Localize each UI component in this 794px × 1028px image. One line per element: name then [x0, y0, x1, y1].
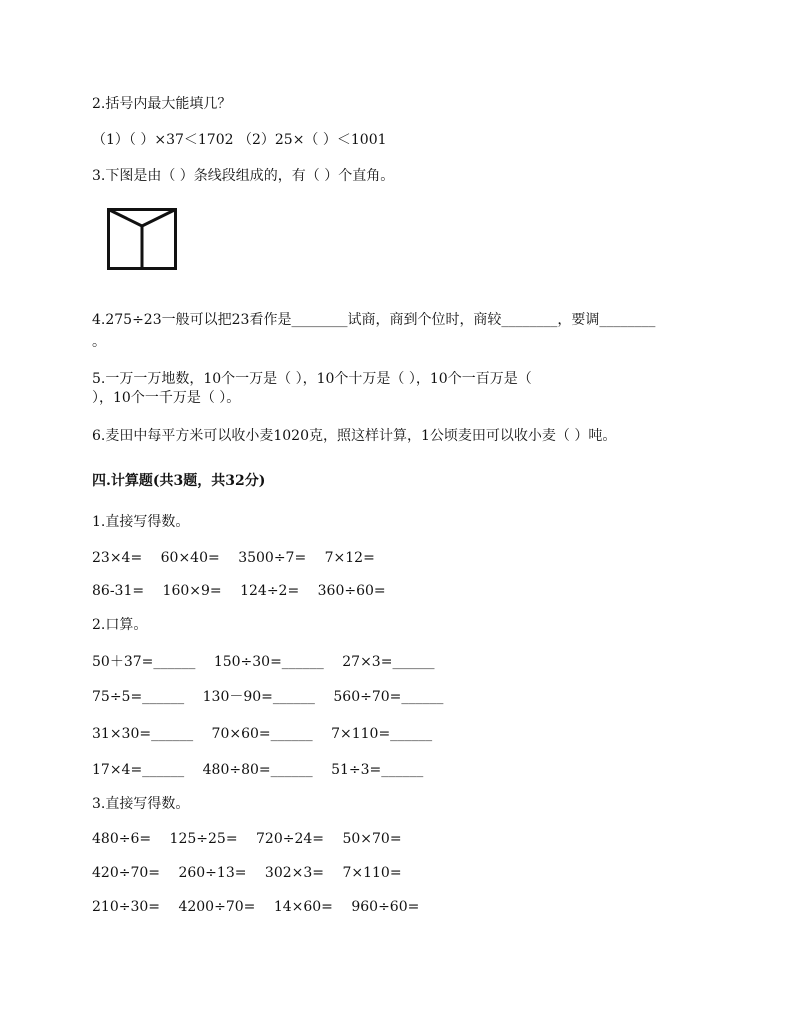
line-segments-figure [107, 208, 177, 270]
section-4-heading: 四.计算题(共3题，共32分) [92, 473, 266, 489]
question-2-title: 2.括号内最大能填几？ [92, 96, 232, 112]
calc-1-row [92, 549, 375, 567]
calc-item: 4200÷70= [178, 899, 256, 915]
calc-item: 31×30=______ [92, 726, 194, 742]
calc-item: 60×40= [160, 550, 220, 566]
calc-item: 560÷70=______ [333, 689, 444, 705]
calc-item: 50＋37=______ [92, 654, 196, 670]
calc-item: 23×4= [92, 550, 143, 566]
calc-3-row [92, 898, 419, 916]
calc-item: 420÷70= [92, 865, 160, 881]
calc-item: 7×110=______ [331, 726, 433, 742]
calc-item: 124÷2= [240, 583, 300, 599]
calc-item: 210÷30= [92, 899, 160, 915]
calc-item: 260÷13= [178, 865, 247, 881]
calc-item: 17×4=______ [92, 762, 185, 778]
calc-item: 150÷30=______ [213, 654, 324, 670]
calc-item: 50×70= [342, 831, 402, 847]
calc-1-row [92, 582, 386, 600]
calc-3-title: 3.直接写得数。 [92, 796, 190, 812]
calc-item: 51÷3=______ [331, 762, 424, 778]
calc-item: 130－90=______ [202, 689, 315, 705]
question-6-text: 6.麦田中每平方米可以收小麦1020克，照这样计算，1公顷麦田可以收小麦（ ）吨。 [92, 428, 617, 444]
question-2-items: （1）（ ）×37＜1702 （2）25×（ ）＜1001 [92, 132, 387, 148]
calc-item: 14×60= [273, 899, 333, 915]
calc-item: 160×9= [162, 583, 222, 599]
question-4-line-2: 。 [92, 334, 106, 350]
calc-item: 75÷5=______ [92, 689, 185, 705]
calc-item: 3500÷7= [238, 550, 307, 566]
calc-item: 302×3= [264, 865, 324, 881]
calc-2-title: 2.口算。 [92, 617, 148, 633]
calc-item: 480÷80=______ [202, 762, 313, 778]
calc-item: 360÷60= [317, 583, 386, 599]
calc-item: 480÷6= [92, 831, 152, 847]
calc-3-row [92, 830, 402, 848]
question-5-line-2: ），10个一千万是（ ）。 [92, 390, 241, 406]
calc-item: 27×3=______ [342, 654, 435, 670]
question-5-line-1: 5.一万一万地数，10个一万是（ ），10个十万是（ ），10个一百万是（ [92, 371, 532, 387]
question-4-line-1: 4.275÷23一般可以把23看作是________试商，商到个位时，商较________，要调________ [92, 312, 656, 328]
calc-item: 960÷60= [351, 899, 420, 915]
calc-item: 86-31= [92, 583, 145, 599]
calc-2-row [92, 688, 443, 706]
calc-item: 125÷25= [169, 831, 238, 847]
calc-3-row [92, 864, 402, 882]
calc-2-row [92, 761, 423, 779]
calc-item: 720÷24= [256, 831, 324, 847]
calc-2-row [92, 725, 432, 743]
calc-1-title: 1.直接写得数。 [92, 514, 190, 530]
question-3-text: 3.下图是由（ ）条线段组成的，有（ ）个直角。 [92, 168, 395, 184]
calc-item: 70×60=______ [211, 726, 313, 742]
calc-item: 7×110= [342, 865, 402, 881]
calc-2-row [92, 653, 434, 671]
calc-item: 7×12= [324, 550, 375, 566]
